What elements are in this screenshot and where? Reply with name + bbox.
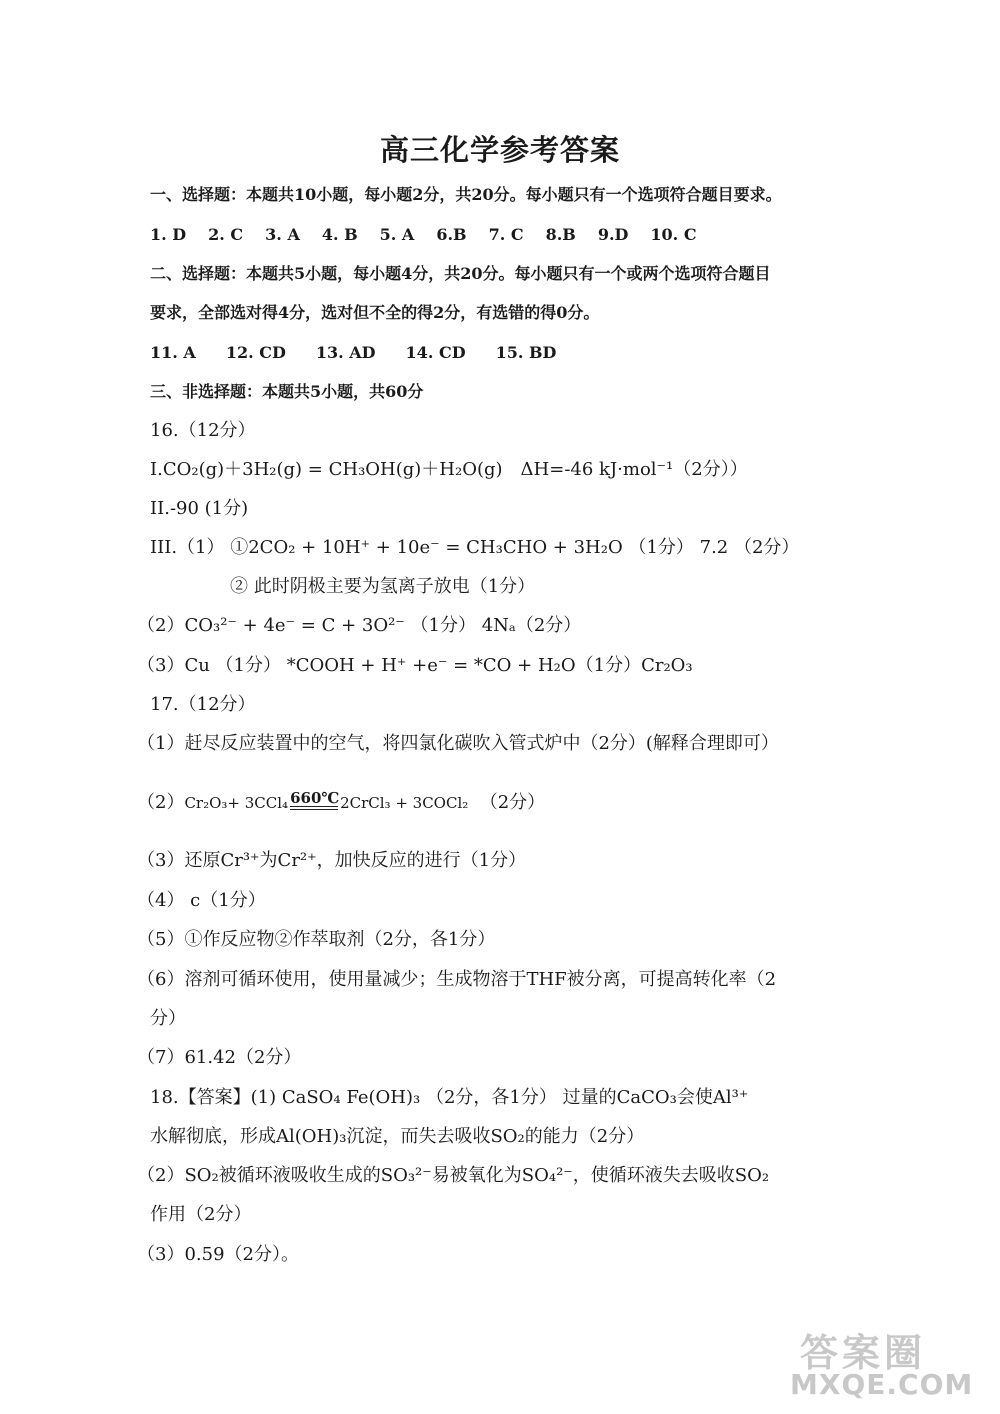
answer-9: 9.D [597,225,629,244]
answer-13: 13. AD [315,343,376,362]
answer-14: 14. CD [405,343,466,362]
section1-answers [150,222,719,248]
q18-line3: （2）SO₂被循环液吸收生成的SO₃²⁻易被氧化为SO₄²⁻，使循环液失去吸收SO₂ [137,1165,770,1186]
q16-heading: 16.（12分） [150,420,256,441]
q18-line4: 作用（2分） [150,1204,252,1225]
q17-part-6-line2: 分） [150,1008,186,1029]
answer-4: 4. B [321,225,358,244]
reaction-temperature: 660℃ [290,789,340,807]
answer-12: 12. CD [225,343,286,362]
q18-line2: 水解彻底，形成Al(OH)₃沉淀，而失去吸收SO₂的能力（2分） [150,1126,645,1147]
answer-6: 6.B [436,225,467,244]
section2-header-line1: 二、选择题：本题共5小题，每小题4分，共20分。每小题只有一个或两个选项符合题目 [150,264,771,283]
q17-part-2 [137,790,545,816]
section2-answers [150,340,586,366]
q17-part-2-reactants: Cr₂O₃+ 3CCl₄ [184,794,289,812]
q16-part-iii-1: III.（1） ①2CO₂ + 10H⁺ + 10e⁻ = CH₃CHO + 3H₂O （1分） 7.2 （2分） [150,537,800,558]
q17-part-7: （7）61.42（2分） [137,1047,302,1068]
section2-header-line2: 要求，全部选对得4分，选对但不全的得2分，有选错的得0分。 [150,303,600,322]
watermark-logo-text: 答案圈 [800,1331,927,1375]
q17-heading: 17.（12分） [150,694,256,715]
section3-header: 三、非选择题：本题共5小题，共60分 [150,382,424,401]
q17-part-3: （3）还原Cr³⁺为Cr²⁺，加快反应的进行（1分） [137,850,527,871]
q16-part-iii-4: （3）Cu （1分） *COOH + H⁺ +e⁻ = *CO + H₂O（1分）Cr₂O₃ [137,655,693,676]
section1-header: 一、选择题：本题共10小题，每小题2分，共20分。每小题只有一个选项符合题目要求。 [150,185,782,204]
q16-part-iii-3: （2）CO₃²⁻ + 4e⁻ = C + 3O²⁻ （1分） 4Nₐ（2分） [137,615,582,636]
reaction-condition [290,791,338,816]
q18-line1: 18.【答案】(1) CaSO₄ Fe(OH)₃ （2分，各1分） 过量的CaCO₃会使Al³⁺ [150,1087,749,1108]
answer-8: 8.B [545,225,576,244]
q17-part-2-score: （2分） [479,792,546,813]
page-title: 高三化学参考答案 [379,133,620,167]
answer-1: 1. D [150,225,187,244]
q16-part-i: I.CO₂(g)＋3H₂(g) = CH₃OH(g)＋H₂O(g) ΔH=-46 kJ·mol⁻¹（2分）） [150,459,748,480]
q16-part-ii: II.-90 (1分) [150,498,249,519]
watermark-logo [790,1322,980,1402]
answer-3: 3. A [265,225,300,244]
q16-part-iii-2: ② 此时阴极主要为氢离子放电（1分） [230,576,536,597]
q17-part-2-prefix: （2） [137,792,185,813]
answer-15: 15. BD [495,343,557,362]
q18-line5: （3）0.59（2分）。 [137,1244,299,1265]
q17-part-6-line1: （6）溶剂可循环使用，使用量减少；生成物溶于THF被分离，可提高转化率（2 [137,969,777,990]
answer-10: 10. C [650,225,697,244]
q17-part-4: （4） c（1分） [137,890,266,911]
watermark-url: MXQE.COM [790,1368,974,1401]
q17-part-5: （5）①作反应物②作萃取剂（2分，各1分） [137,929,496,950]
answer-2: 2. C [208,225,244,244]
answer-7: 7. C [488,225,524,244]
q17-part-1: （1）赶尽反应装置中的空气，将四氯化碳吹入管式炉中（2分）(解释合理即可） [137,733,779,754]
answer-11: 11. A [150,343,196,362]
answer-5: 5. A [379,225,415,244]
q17-part-2-products: 2CrCl₃ + 3COCl₂ [340,794,469,812]
